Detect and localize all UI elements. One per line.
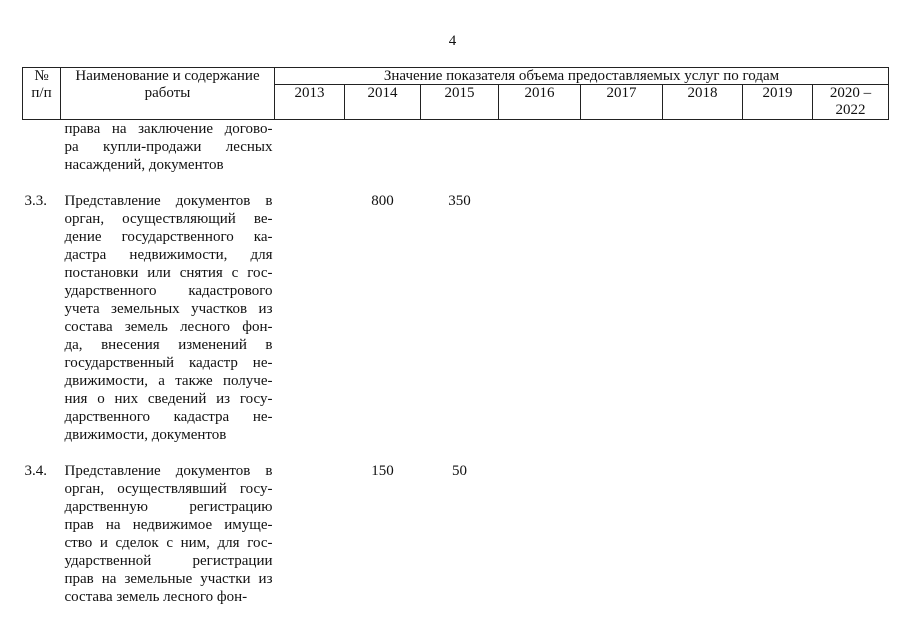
row-value-2014: 800 [371, 193, 394, 209]
row-name-line: учета земельных участков из [64, 301, 273, 317]
header-year-1 [345, 85, 421, 120]
header-year-7-line-0: 2020 – [829, 85, 872, 101]
row-name-line: права на заключение догово- [64, 121, 273, 137]
row-value-2016 [499, 462, 581, 606]
row-value-2020 [813, 120, 889, 175]
header-year-3 [499, 85, 581, 120]
row-value-2017 [581, 462, 663, 606]
header-name-line-1: Наименование и содержание [75, 68, 260, 84]
row-value-2014: 150 [371, 463, 394, 479]
row-value-2016 [499, 120, 581, 175]
row-name-line: ра купли-продажи лесных [64, 139, 273, 155]
header-name-line-2: работы [144, 85, 191, 101]
row-name-line: прав на недвижимое имуще- [64, 517, 273, 533]
table-row [23, 462, 889, 606]
row-name-line: состава земель лесного фон- [64, 319, 273, 335]
row-name-line: насаждений, документов [64, 157, 224, 173]
row-name-line: дастра недвижимости, для [64, 247, 273, 263]
header-num-line-2: п/п [31, 85, 52, 101]
header-year-6 [743, 85, 813, 120]
row-value-2015: 50 [452, 463, 467, 479]
row-name-line: государственный кадастр не- [64, 355, 273, 371]
row-value-2017 [581, 192, 663, 444]
header-year-2 [421, 85, 499, 120]
header-year-7-line-1: 2022 [835, 102, 866, 118]
row-spacer [23, 174, 889, 192]
row-value-2013 [275, 192, 345, 444]
header-year-5 [663, 85, 743, 120]
row-number: 3.3. [24, 193, 47, 209]
table-row [23, 192, 889, 444]
row-value-2020 [813, 192, 889, 444]
table-row [23, 120, 889, 175]
row-name-line: Представление документов в [64, 193, 273, 209]
header-year-7 [813, 85, 889, 120]
row-name-line: дарственную регистрацию [64, 499, 273, 515]
header-num-line-1: № [34, 68, 49, 84]
row-value-2019 [743, 462, 813, 606]
row-name [61, 192, 275, 444]
services-volume-table [22, 67, 889, 606]
row-name-line: состава земель лесного фон- [64, 589, 248, 605]
row-value-2018 [663, 462, 743, 606]
row-value-2019 [743, 192, 813, 444]
header-name [61, 68, 275, 120]
row-value-2013 [275, 462, 345, 606]
row-value-2020 [813, 462, 889, 606]
row-value-2015: 350 [448, 193, 471, 209]
row-name-line: постановки или снятия с гос- [64, 265, 273, 281]
row-value-2018 [663, 192, 743, 444]
header-year-2-line-0: 2015 [444, 85, 475, 101]
row-name-line: ство и сделок с ним, для гос- [64, 535, 273, 551]
header-year-4 [581, 85, 663, 120]
row-name-line: ния о них сведений из госу- [64, 391, 273, 407]
row-name-line: орган, осуществляющий ве- [64, 211, 273, 227]
header-year-6-line-0: 2019 [762, 85, 793, 101]
row-value-2017 [581, 120, 663, 175]
row-value-2018 [663, 120, 743, 175]
header-year-5-line-0: 2018 [687, 85, 718, 101]
table-header [23, 68, 889, 120]
row-name-line: ударственной регистрации [64, 553, 273, 569]
row-name-line: Представление документов в [64, 463, 273, 479]
header-year-1-line-0: 2014 [367, 85, 398, 101]
header-group-title: Значение показателя объема предоставляемых услуг по годам [275, 68, 889, 85]
row-value-2016 [499, 192, 581, 444]
row-name-line: дение государственного ка- [64, 229, 273, 245]
row-name-line: движимости, а также получе- [64, 373, 273, 389]
row-name-line: дарственного кадастра не- [64, 409, 273, 425]
header-year-4-line-0: 2017 [606, 85, 637, 101]
row-spacer-cell [23, 174, 889, 192]
row-value-2015 [421, 120, 499, 175]
row-value-2013 [275, 120, 345, 175]
row-name-line: ударственного кадастрового [64, 283, 273, 299]
page-number: 4 [448, 33, 457, 49]
row-number: 3.4. [24, 463, 47, 479]
header-year-0-line-0: 2013 [294, 85, 325, 101]
row-value-2014 [345, 120, 421, 175]
table-body [23, 120, 889, 607]
header-year-0 [275, 85, 345, 120]
row-value-2019 [743, 120, 813, 175]
row-name-line: да, внесения изменений в [64, 337, 273, 353]
header-num [23, 68, 61, 120]
row-spacer [23, 444, 889, 462]
row-name-line: орган, осуществлявший госу- [64, 481, 273, 497]
row-spacer-cell [23, 444, 889, 462]
row-name [61, 462, 275, 606]
row-number [23, 120, 61, 175]
row-name-line: прав на земельные участки из [64, 571, 273, 587]
header-year-3-line-0: 2016 [524, 85, 555, 101]
row-name [61, 120, 275, 175]
row-name-line: движимости, документов [64, 427, 227, 443]
